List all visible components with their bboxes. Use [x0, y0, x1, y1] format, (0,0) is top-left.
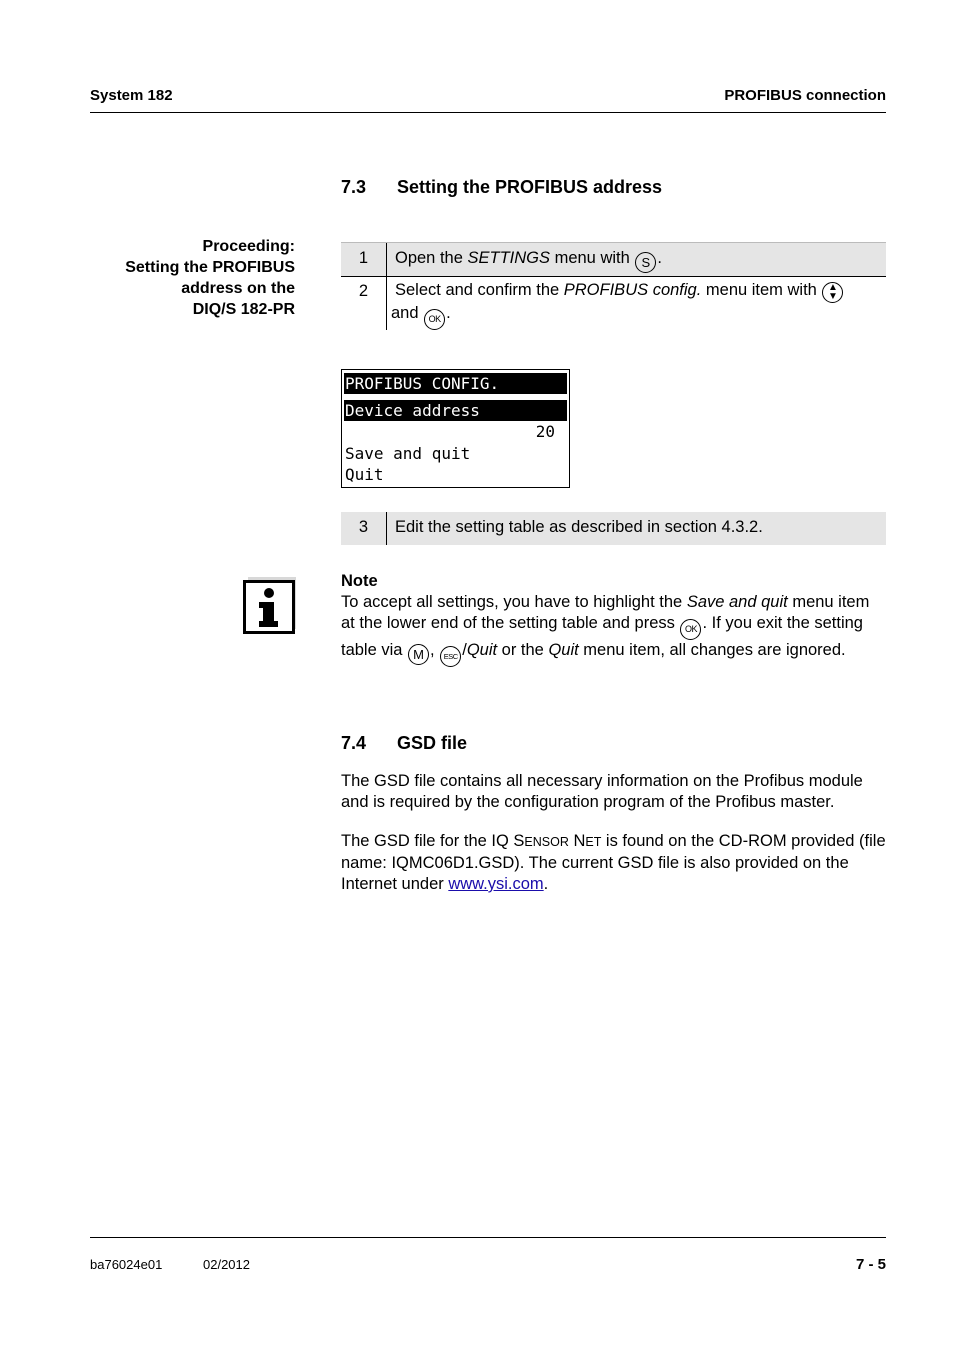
side-heading-line: DIQ/S 182-PR	[192, 301, 295, 318]
side-heading-line: Setting the PROFIBUS	[125, 259, 295, 276]
step-row	[341, 277, 886, 330]
paragraph: The GSD file contains all necessary information on the Profibus module and is required by the configuration program of the Profibus master.	[341, 772, 863, 811]
step-number: 2	[358, 282, 369, 300]
menu-item-name: PROFIBUS config.	[563, 281, 702, 299]
info-glyph	[246, 583, 292, 631]
text-run: To accept all settings, you have to highlight the	[341, 593, 687, 611]
lcd-title: PROFIBUS CONFIG.	[344, 373, 567, 394]
footer-rule	[90, 1237, 886, 1238]
up-down-arrow-key-icon: ▲ ▼	[822, 282, 843, 303]
step-text: Edit the setting table as described in section 4.3.2.	[395, 518, 763, 536]
text-run: or the	[497, 641, 549, 659]
lcd-display	[341, 369, 570, 488]
menu-item-name: Save and quit	[686, 593, 788, 611]
step-text	[391, 280, 878, 330]
running-header-right: PROFIBUS connection	[724, 87, 886, 104]
text-run: .	[446, 304, 451, 322]
side-heading-line: address on the	[181, 280, 295, 297]
step-divider	[386, 277, 387, 330]
s-key-icon: S	[635, 252, 656, 273]
section-title: GSD file	[397, 733, 468, 753]
lcd-address-value: 20	[535, 422, 555, 441]
text-run: is found on the CD-ROM provided (file name: IQMC06D1.GSD). The current GSD file is also provided on the Internet under	[341, 832, 886, 893]
lcd-device-address: Device address	[344, 400, 567, 421]
small-caps-run: ENSOR	[524, 835, 569, 849]
menu-name: SETTINGS	[467, 249, 550, 267]
text-run: menu item with	[701, 281, 822, 299]
text-run: menu item at the lower end of the setting table and press	[341, 593, 870, 632]
menu-item-name: Quit	[466, 641, 498, 659]
step-divider	[386, 512, 387, 545]
step-row	[341, 512, 886, 545]
text-run: Open the	[395, 249, 468, 267]
ok-key-icon: OK	[424, 309, 445, 330]
step-divider	[386, 243, 387, 276]
side-heading-line: Proceeding:	[202, 238, 295, 255]
text-run: and	[391, 304, 424, 322]
text-run: ,	[430, 641, 440, 659]
text-run: menu with	[550, 249, 635, 267]
esc-key-icon: ESC	[440, 646, 461, 667]
ysi-website-link[interactable]: www.ysi.com	[448, 875, 544, 893]
menu-item-name: Quit	[548, 641, 579, 659]
small-caps-run: ET	[585, 835, 602, 849]
section-number: 7.3	[341, 177, 367, 197]
text-run: Select and confirm the	[395, 281, 564, 299]
side-heading	[75, 236, 295, 320]
header-rule	[90, 112, 886, 113]
text-run: . If you exit the setting table via	[341, 614, 863, 659]
section-title: Setting the PROFIBUS address	[397, 177, 663, 197]
text-run: The GSD file for the IQ S	[341, 832, 525, 850]
text-run: .	[543, 875, 549, 893]
step-number: 1	[358, 249, 369, 267]
step-number: 3	[358, 518, 369, 536]
step-row	[341, 243, 886, 276]
page-number: 7 - 5	[855, 1256, 886, 1273]
text-run: /	[462, 641, 467, 659]
section-number: 7.4	[341, 733, 367, 753]
info-icon	[243, 580, 295, 634]
text-run: .	[657, 249, 662, 267]
lcd-save-and-quit: Save and quit	[345, 444, 471, 463]
footer-doc-number: ba76024e01	[90, 1257, 163, 1272]
note-text	[341, 592, 886, 667]
note-heading: Note	[341, 572, 378, 590]
m-key-icon: M	[408, 644, 429, 665]
lcd-quit: Quit	[345, 465, 384, 484]
step-text	[395, 248, 878, 273]
running-header-left: System 182	[90, 87, 173, 104]
text-run: menu item, all changes are ignored.	[578, 641, 846, 659]
text-run: N	[568, 832, 586, 850]
paragraph	[341, 831, 886, 895]
ok-key-icon: OK	[680, 619, 701, 640]
footer-date: 02/2012	[203, 1257, 250, 1272]
